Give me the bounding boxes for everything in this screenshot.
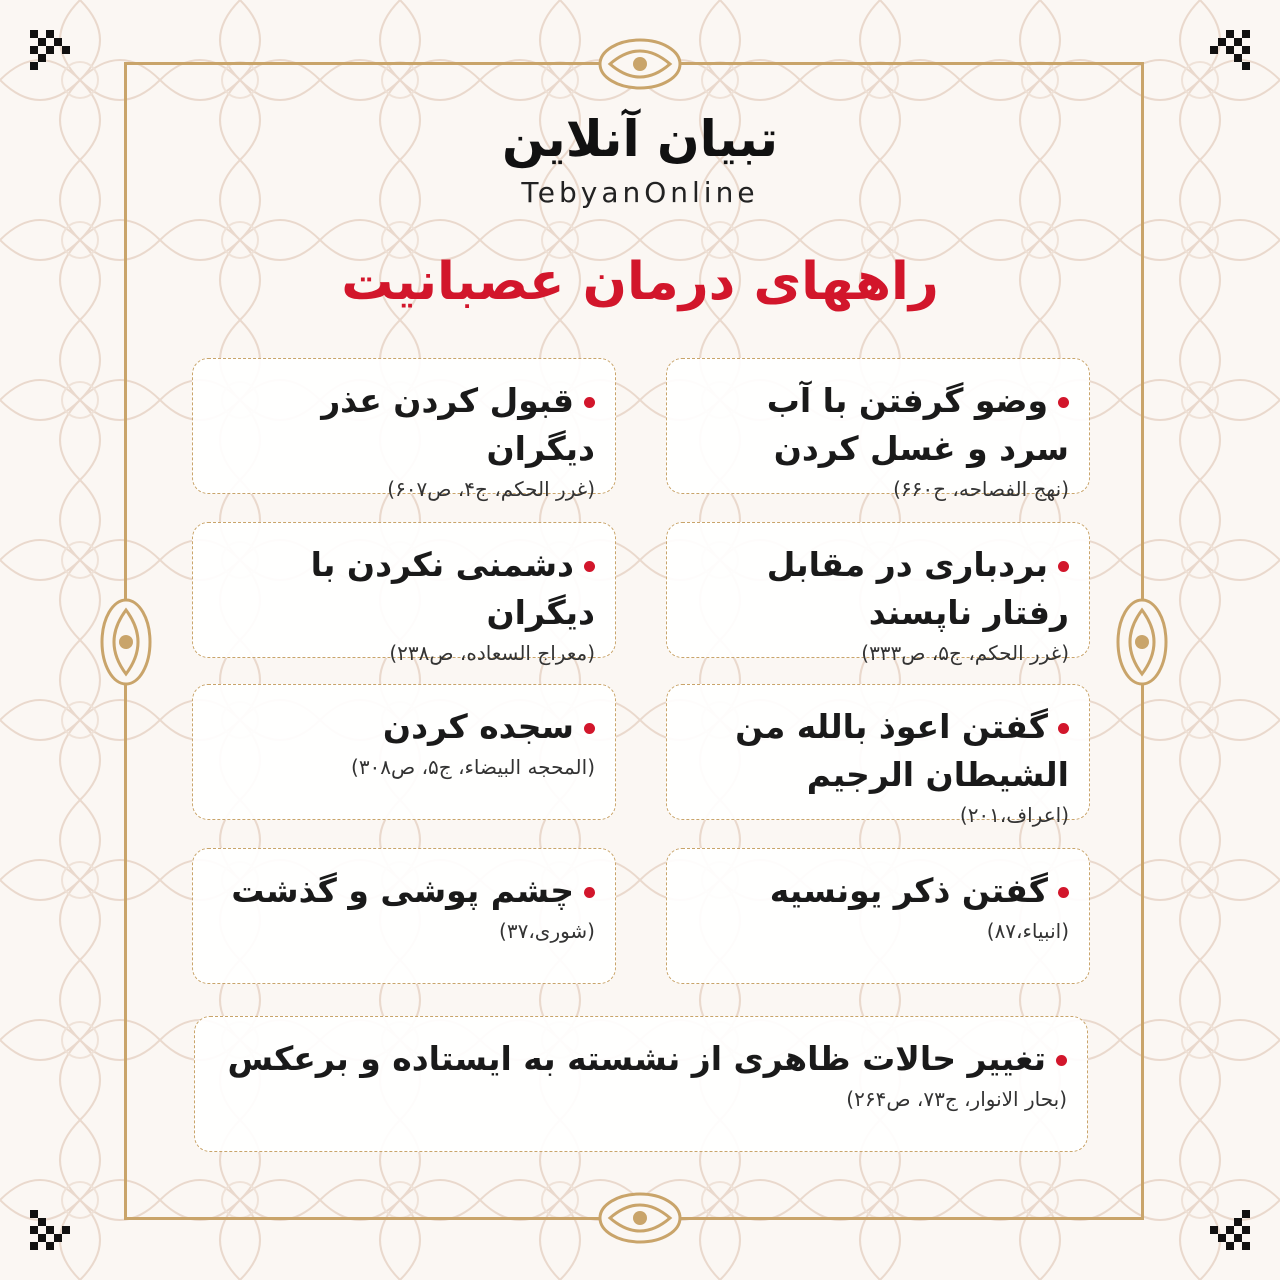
list-item: [666, 358, 1090, 501]
list-item: [192, 522, 616, 665]
item-text: سجده کردن: [213, 703, 595, 751]
item-source: (المحجه البیضاء، ج۵، ص۳۰۸): [351, 754, 595, 779]
page-title: راههای درمان عصبانیت: [341, 252, 939, 312]
list-item: [666, 848, 1090, 984]
item-text: قبول کردن عذر دیگران: [321, 381, 595, 468]
ornament-bottom: [596, 1188, 684, 1248]
bullet-icon: [1058, 397, 1069, 408]
bullet-icon: [584, 397, 595, 408]
corner-ornament-top-left: [30, 30, 78, 78]
logo-persian: تبیان آنلاین: [501, 110, 779, 168]
corner-ornament-bottom-left: [30, 1202, 78, 1250]
bullet-icon: [584, 887, 595, 898]
item-source: (غرر الحکم، ج۵، ص۳۳۳): [861, 640, 1069, 665]
item-source: (اعراف،۲۰۱): [959, 802, 1069, 827]
item-text: دشمنی نکردن با دیگران: [310, 545, 595, 632]
corner-ornament-top-right: [1202, 30, 1250, 78]
bullet-icon: [1058, 723, 1069, 734]
list-item: [666, 522, 1090, 665]
ornament-right: [1112, 596, 1172, 688]
item-source: (معراج السعاده، ص۲۳۸): [389, 640, 595, 665]
item-source: (شوری،۳۷): [499, 918, 595, 943]
item-text: گفتن ذکر یونسیه: [687, 867, 1069, 915]
item-source: (انبیاء،۸۷): [986, 918, 1069, 943]
item-text: چشم پوشی و گذشت: [213, 867, 595, 915]
list-item: [666, 684, 1090, 827]
item-source: (نهج الفصاحه، ح۶۶۰): [893, 476, 1069, 501]
item-source: (بحار الانوار، ج۷۳، ص۲۶۴): [846, 1086, 1067, 1111]
ornament-top: [596, 34, 684, 94]
item-source: (غرر الحکم، ج۴، ص۶۰۷): [387, 476, 595, 501]
bullet-icon: [584, 723, 595, 734]
corner-ornament-bottom-right: [1202, 1202, 1250, 1250]
bullet-icon: [1058, 887, 1069, 898]
list-item: [194, 1016, 1088, 1152]
list-item: [192, 684, 616, 820]
list-item: [192, 848, 616, 984]
ornament-left: [96, 596, 156, 688]
item-text: گفتن اعوذ بالله من الشیطان الرجیم: [735, 707, 1069, 794]
item-text: تغییر حالات ظاهری از نشسته به ایستاده و برعکس: [215, 1035, 1067, 1083]
bullet-icon: [584, 561, 595, 572]
item-text: بردباری در مقابل رفتار ناپسند: [766, 545, 1069, 632]
bullet-icon: [1056, 1055, 1067, 1066]
logo-english: TebyanOnline: [521, 176, 759, 209]
list-item: [192, 358, 616, 501]
bullet-icon: [1058, 561, 1069, 572]
item-text: وضو گرفتن با آب سرد و غسل کردن: [766, 381, 1069, 468]
